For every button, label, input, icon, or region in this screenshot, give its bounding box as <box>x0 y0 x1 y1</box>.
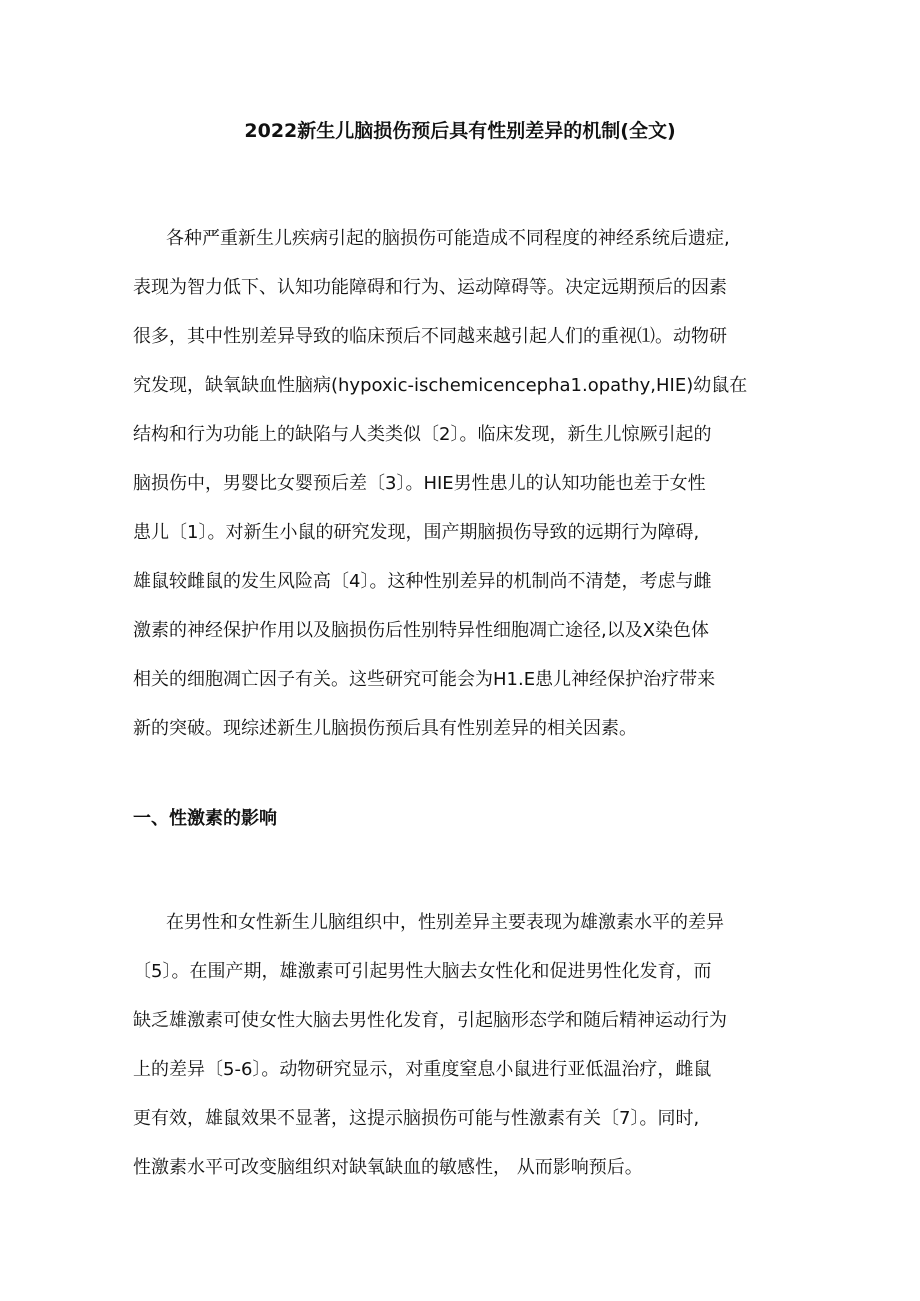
paragraph-line: 更有效，雄鼠效果不显著，这提示脑损伤可能与性激素有关〔7〕。同时, <box>133 1108 700 1129</box>
paragraph-line: 相关的细胞凋亡因子有关。这些研究可能会为H1.E患儿神经保护治疗带来 <box>133 669 716 690</box>
paragraph-line: 结构和行为功能上的缺陷与人类类似〔2〕。临床发现，新生儿惊厥引起的 <box>133 424 712 445</box>
document-title: 2022新生儿脑损伤预后具有性别差异的机制(全文) <box>244 120 676 142</box>
paragraph-line: 很多，其中性别差异导致的临床预后不同越来越引起人们的重视⑴。动物研 <box>133 326 727 347</box>
paragraph-line: 在男性和女性新生儿脑组织中，性别差异主要表现为雄激素水平的差异 <box>166 912 724 933</box>
paragraph-line: 表现为智力低下、认知功能障碍和行为、运动障碍等。决定远期预后的因素 <box>133 277 727 298</box>
paragraph-line: 究发现，缺氧缺血性脑病(hypoxic-ischemicencepha1.opathy,HIE)幼鼠在 <box>133 375 748 396</box>
section-heading: 一、性激素的影响 <box>133 808 277 829</box>
section-paragraph <box>133 898 793 1192</box>
paragraph-line: 脑损伤中，男婴比女婴预后差〔3〕。HIE男性患儿的认知功能也差于女性 <box>133 473 706 494</box>
paragraph-line: 上的差异〔5-6〕。动物研究显示，对重度窒息小鼠进行亚低温治疗，雌鼠 <box>133 1059 712 1080</box>
paragraph-line: 各种严重新生儿疾病引起的脑损伤可能造成不同程度的神经系统后遗症, <box>166 228 730 249</box>
intro-paragraph <box>133 214 793 753</box>
paragraph-line: 患儿〔1〕。对新生小鼠的研究发现，围产期脑损伤导致的远期行为障碍, <box>133 522 700 543</box>
paragraph-line: 〔5〕。在围产期，雄激素可引起男性大脑去女性化和促进男性化发育，而 <box>133 961 712 982</box>
paragraph-line: 雄鼠较雌鼠的发生风险高〔4〕。这种性别差异的机制尚不清楚，考虑与雌 <box>133 571 712 592</box>
paragraph-line: 激素的神经保护作用以及脑损伤后性别特异性细胞凋亡途径,以及X染色体 <box>133 620 710 641</box>
paragraph-line: 新的突破。现综述新生儿脑损伤预后具有性别差异的相关因素。 <box>133 718 637 739</box>
paragraph-line: 性激素水平可改变脑组织对缺氧缺血的敏感性， 从而影响预后。 <box>133 1157 643 1178</box>
paragraph-line: 缺乏雄激素可使女性大脑去男性化发育，引起脑形态学和随后精神运动行为 <box>133 1010 727 1031</box>
